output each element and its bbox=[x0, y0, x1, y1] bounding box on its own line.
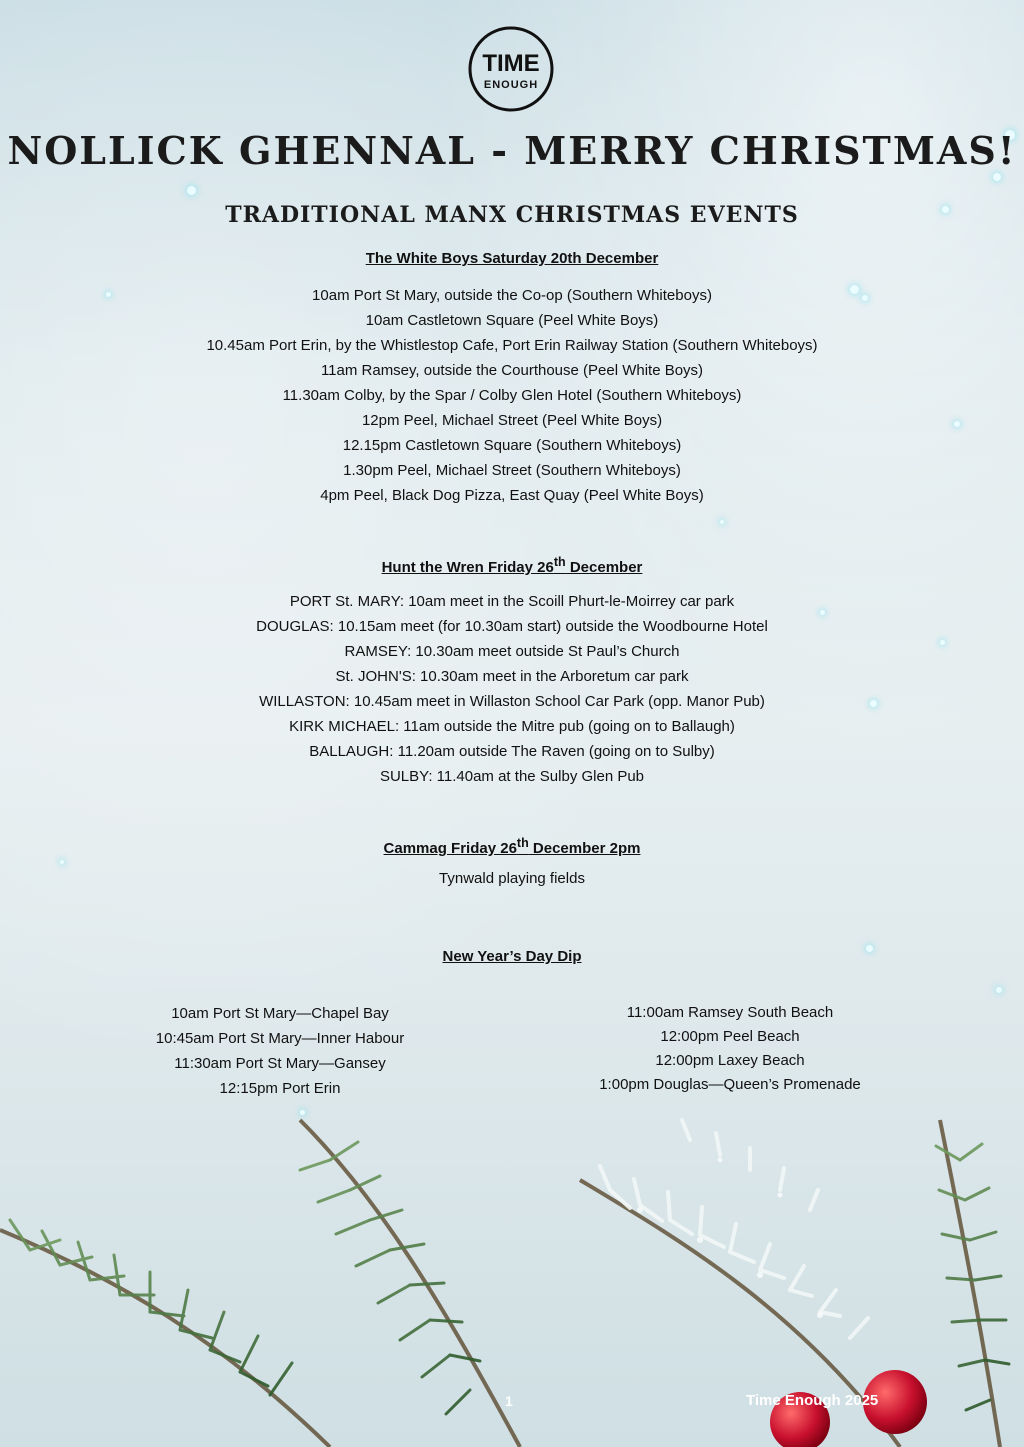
cammag-heading bbox=[0, 836, 1024, 857]
list-item: 10.45am Port Erin, by the Whistlestop Cafe, Port Erin Railway Station (Southern Whiteboys) bbox=[206, 337, 818, 354]
list-item: 12:00pm Peel Beach bbox=[660, 1028, 800, 1045]
list-item: 12.15pm Castletown Square (Southern Whiteboys) bbox=[342, 437, 682, 454]
page-title: NOLLICK GHENNAL - MERRY CHRISTMAS! bbox=[7, 128, 1017, 173]
wren-list bbox=[0, 589, 1024, 789]
wren-heading bbox=[0, 555, 1024, 576]
list-item: 11:00am Ramsey South Beach bbox=[626, 1004, 834, 1021]
list-item: 4pm Peel, Black Dog Pizza, East Quay (Peel White Boys) bbox=[320, 487, 704, 504]
list-item: 12pm Peel, Michael Street (Peel White Boys) bbox=[361, 412, 663, 429]
list-item: 12:15pm Port Erin bbox=[219, 1080, 341, 1097]
page-subtitle: TRADITIONAL MANX CHRISTMAS EVENTS bbox=[225, 202, 799, 228]
list-item: SULBY: 11.40am at the Sulby Glen Pub bbox=[379, 768, 645, 785]
list-item: 10am Castletown Square (Peel White Boys) bbox=[365, 312, 659, 329]
wren-heading-sup: th bbox=[553, 555, 566, 569]
cammag-heading-text: Cammag Friday 26 bbox=[383, 840, 517, 857]
cammag-venue: Tynwald playing fields bbox=[439, 870, 585, 887]
list-item: DOUGLAS: 10.15am meet (for 10.30am start) outside the Woodbourne Hotel bbox=[256, 618, 768, 635]
list-item: 11am Ramsey, outside the Courthouse (Peel White Boys) bbox=[320, 362, 704, 379]
list-item: PORT St. MARY: 10am meet in the Scoill Phurt-le-Moirrey car park bbox=[289, 593, 735, 610]
snowflake bbox=[996, 987, 1002, 993]
list-item: BALLAUGH: 11.20am outside The Raven (going on to Sulby) bbox=[309, 743, 715, 760]
snowflake bbox=[187, 186, 196, 195]
list-item: 12:00pm Laxey Beach bbox=[655, 1052, 805, 1069]
list-item: St. JOHN'S: 10.30am meet in the Arboretum car park bbox=[335, 668, 689, 685]
list-item: 11.30am Colby, by the Spar / Colby Glen Hotel (Southern Whiteboys) bbox=[282, 387, 742, 404]
dip-heading: New Year’s Day Dip bbox=[442, 948, 582, 965]
wren-heading-text: Hunt the Wren Friday 26 bbox=[381, 559, 554, 576]
list-item: 1.30pm Peel, Michael Street (Southern Whiteboys) bbox=[343, 462, 681, 479]
footer-brand: Time Enough 2025 bbox=[746, 1392, 879, 1409]
white-boys-list bbox=[0, 283, 1024, 508]
wren-heading-rest: December bbox=[565, 559, 643, 576]
snowflake bbox=[60, 860, 64, 864]
page-number: 1 bbox=[505, 1393, 513, 1409]
list-item: 10:45am Port St Mary—Inner Habour bbox=[155, 1030, 405, 1047]
list-item: WILLASTON: 10.45am meet in Willaston School Car Park (opp. Manor Pub) bbox=[259, 693, 765, 710]
list-item: 11:30am Port St Mary—Gansey bbox=[174, 1055, 386, 1072]
time-enough-logo bbox=[467, 25, 555, 113]
cammag-heading-sup: th bbox=[516, 836, 529, 850]
snowflake bbox=[993, 173, 1001, 181]
snowflake bbox=[720, 520, 724, 524]
cammag-heading-rest: December 2pm bbox=[528, 840, 641, 857]
list-item: 1:00pm Douglas—Queen’s Promenade bbox=[599, 1076, 861, 1093]
white-boys-heading: The White Boys Saturday 20th December bbox=[365, 250, 659, 267]
list-item: KIRK MICHAEL: 11am outside the Mitre pub (going on to Ballaugh) bbox=[289, 718, 735, 735]
list-item: RAMSEY: 10.30am meet outside St Paul’s Church bbox=[344, 643, 680, 660]
logo-line2: ENOUGH bbox=[483, 79, 539, 91]
list-item: 10am Port St Mary—Chapel Bay bbox=[171, 1005, 389, 1022]
logo-line1: TIME bbox=[482, 50, 540, 77]
list-item: 10am Port St Mary, outside the Co-op (Southern Whiteboys) bbox=[312, 287, 712, 304]
